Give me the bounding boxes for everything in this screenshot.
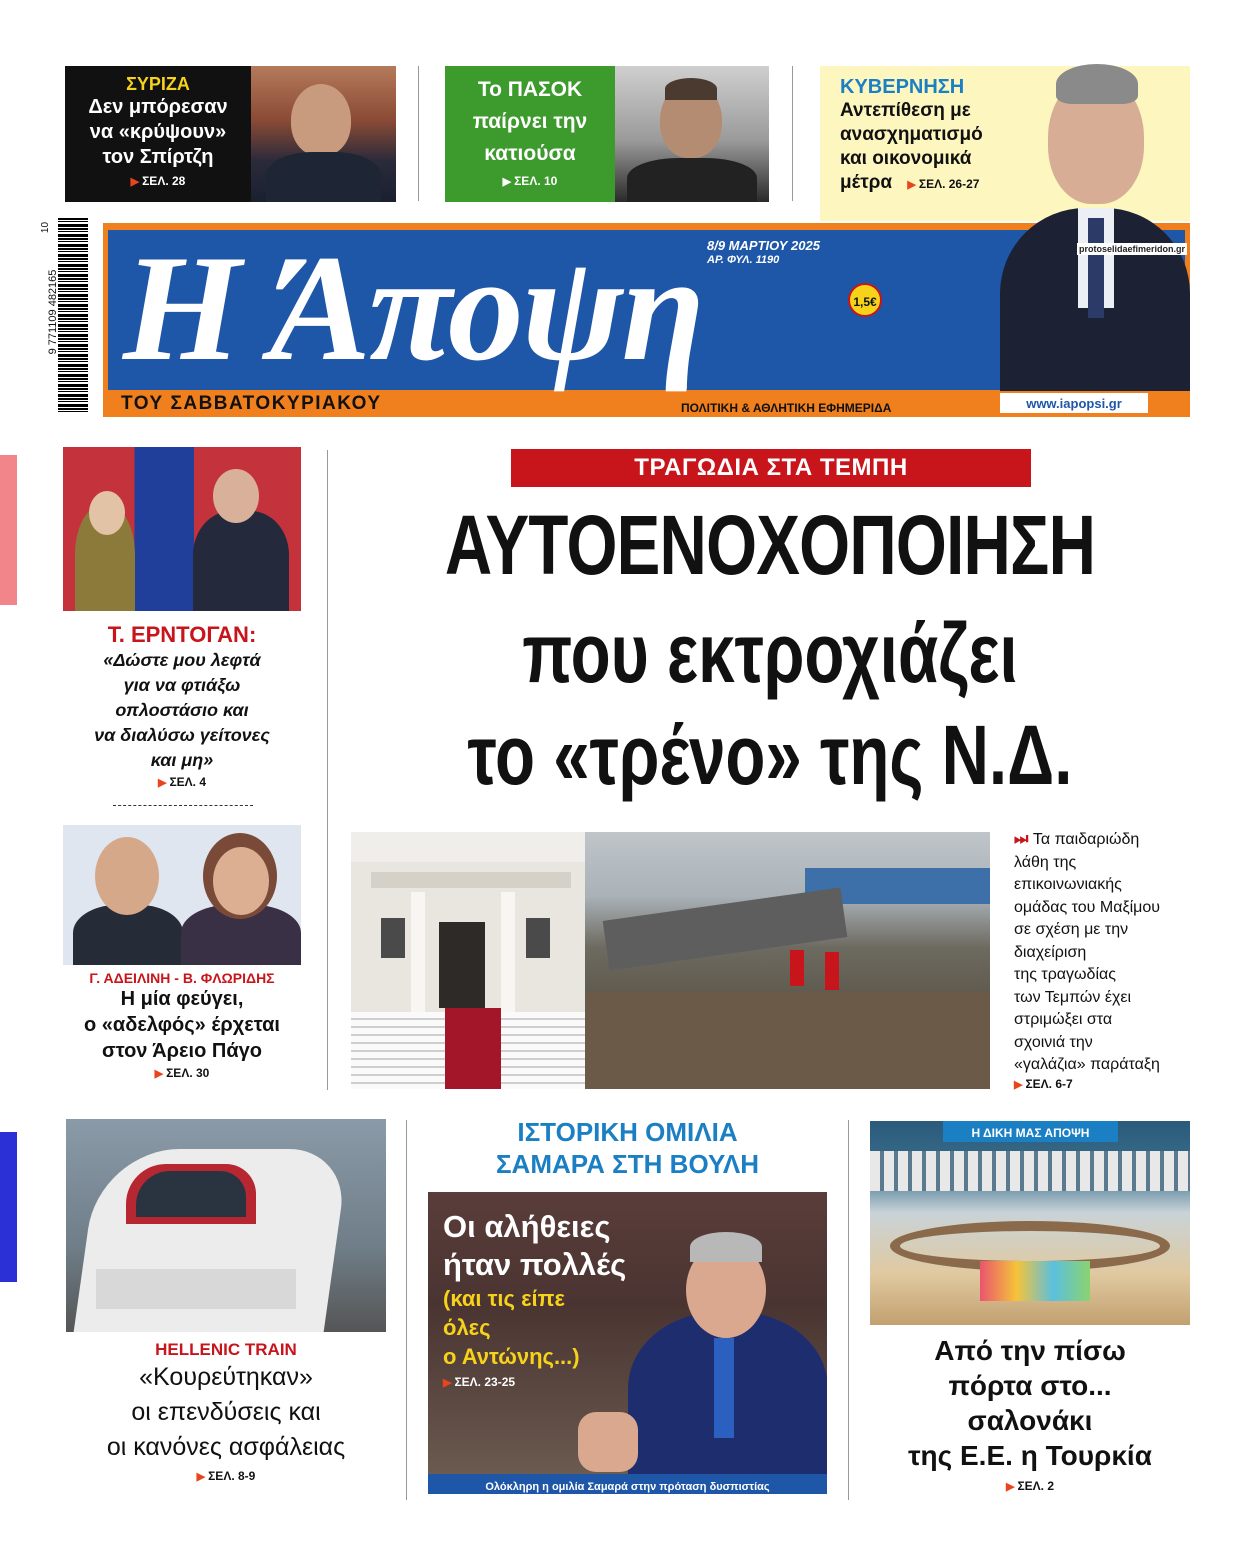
teaser-line: Δεν μπόρεσαν [88, 96, 228, 118]
main-side-text: ⏭ Τα παιδαριώδη λάθη της επικοινωνιακής ομάδας του Μαξίμου σε σχέση με την διαχείριση της τραγωδίας των Τεμπών έχει στριμώξει στα σχοινιά την «γαλάζια» παράταξη ▶ ΣΕΛ. 6-7 [1014, 829, 1190, 1091]
barcode-addon: 10 [40, 221, 52, 234]
teaser-line: και οικονομικά [840, 148, 972, 169]
headline-3: το «τρένο» της Ν.Δ. [467, 708, 1073, 802]
teaser-line: να «κρύψουν» [89, 121, 227, 143]
own-view-label: Η ΔΙΚΗ ΜΑΣ ΑΠΟΨΗ [971, 1126, 1090, 1140]
eu-council-photo [870, 1121, 1190, 1325]
samaras-sub: όλες [443, 1315, 491, 1340]
teaser-line: τον Σπίρτζη [102, 146, 214, 168]
judges-kicker: Γ. ΑΔΕΙΛΙΝΗ - Β. ΦΛΩΡΙΔΗΣ [89, 970, 275, 986]
headline-2: που εκτροχιάζει [522, 606, 1018, 700]
samaras-sub: ο Αντώνης...) [443, 1344, 580, 1369]
side-line: στριμώξει στα [1014, 1011, 1113, 1028]
side-line: ομάδας του Μαξίμου [1014, 898, 1161, 916]
page-ref: ΣΕΛ. 6-7 [1025, 1076, 1073, 1091]
own-view-label-bar [943, 1121, 1118, 1142]
website[interactable] [1000, 393, 1148, 413]
barcode [40, 218, 88, 413]
side-line: «γαλάζια» παράταξη [1014, 1056, 1160, 1073]
page-ref: ΣΕΛ. 2 [1017, 1479, 1055, 1493]
quote-line: «Δώστε μου λεφτά [103, 650, 261, 670]
train-line: οι κανόνες ασφάλειας [106, 1433, 346, 1461]
barcode-number: 9 771109 482165 [47, 269, 59, 355]
samaras-sub: (και τις είπε [443, 1286, 565, 1311]
adeilini-floridis-photo [63, 825, 301, 965]
teaser-line: ανασχηματισμό [840, 124, 983, 145]
teaser-line: μέτρα [840, 172, 893, 193]
train-kicker: HELLENIC TRAIN [155, 1340, 297, 1359]
page-ref: ΣΕΛ. 10 [514, 174, 558, 188]
quote-line: να διαλύσω γείτονες [94, 725, 270, 745]
samaras-kicker-2: ΣΑΜΑΡΑ ΣΤΗ ΒΟΥΛΗ [495, 1149, 760, 1179]
quote-line: οπλοστάσιο και [115, 700, 249, 720]
side-line: της τραγωδίας [1014, 966, 1116, 983]
turkey-line: Από την πίσω [934, 1335, 1126, 1366]
teaser-government[interactable]: ΚΥΒΕΡΝΗΣΗ Αντεπίθεση με ανασχηματισμό και οικονομικά μέτρα ▶ ΣΕΛ. 26-27 [820, 66, 1190, 221]
quote-line: και μη» [150, 750, 214, 770]
teaser-line: Το ΠΑΣΟΚ [477, 78, 583, 101]
side-line: διαχείριση [1014, 943, 1087, 961]
main-kicker: ΤΡΑΓΩΔΙΑ ΣΤΑ ΤΕΜΠΗ [634, 454, 908, 481]
teaser-pasok[interactable]: Το ΠΑΣΟΚ παίρνει την κατιούσα ▶ ΣΕΛ. 10 [445, 66, 769, 202]
website-link[interactable]: www.iapopsi.gr [1026, 396, 1122, 411]
judges-line: στον Άρειο Πάγο [102, 1040, 262, 1062]
side-line: ⏭ Τα παιδαριώδη [1014, 831, 1140, 848]
teaser-line: κατιούσα [484, 142, 576, 165]
turkey-line: σαλονάκι [967, 1405, 1093, 1436]
train-line: οι επενδύσεις και [131, 1398, 321, 1426]
side-line: σε σχέση με την [1014, 921, 1129, 938]
price-badge [848, 283, 882, 317]
train-line: «Κουρεύτηκαν» [139, 1363, 313, 1391]
erdogan-vonderleyen-photo [63, 447, 301, 611]
teaser-line: παίρνει την [472, 110, 588, 133]
side-line: λάθη της [1014, 853, 1077, 871]
turkey-line: πόρτα στο... [948, 1370, 1112, 1401]
tagline: ΠΟΛΙΤΙΚΗ & ΑΘΛΗΤΙΚΗ ΕΦΗΜΕΡΙΔΑ [681, 401, 892, 415]
page-ref: ΣΕΛ. 28 [142, 174, 186, 188]
main-kicker-bar [511, 449, 1031, 487]
page-ref: ΣΕΛ. 4 [169, 775, 207, 789]
teaser-kicker: ΚΥΒΕΡΝΗΣΗ [840, 76, 965, 98]
samaras-title-1: Οι αλήθειες [443, 1209, 611, 1244]
spirtzis-photo [251, 66, 396, 202]
page-ref: ΣΕΛ. 30 [166, 1066, 210, 1080]
watermark: protoselidaefimeridon.gr [1079, 244, 1186, 254]
androulakis-photo [615, 66, 769, 202]
tempi-crash-photo [585, 832, 990, 1089]
issue-number: ΑΡ. ΦΥΛ. 1190 [707, 254, 780, 266]
samaras-caption: Ολόκληρη η ομιλία Σαμαρά στην πρόταση δυσπιστίας [485, 1481, 770, 1493]
accent-bar-blue [0, 1132, 17, 1282]
erdogan-kicker: Τ. ΕΡΝΤΟΓΑΝ: [107, 622, 257, 647]
side-line: επικοινωνιακής [1014, 876, 1122, 893]
side-line: σχοινιά την [1014, 1033, 1093, 1051]
accent-bar-pink [0, 455, 17, 605]
mitsotakis-photo [990, 58, 1190, 391]
samaras-kicker-1: ΙΣΤΟΡΙΚΗ ΟΜΙΛΙΑ [517, 1117, 738, 1147]
headline-1: ΑΥΤΟΕΝΟΧΟΠΟΙΗΣΗ [444, 498, 1096, 592]
date: 8/9 ΜΑΡΤΙΟΥ 2025 [707, 238, 820, 253]
page-ref: ΣΕΛ. 23-25 [454, 1375, 516, 1389]
teaser-kicker: ΣΥΡΙΖΑ [126, 74, 190, 94]
page-ref: ΣΕΛ. 26-27 [918, 177, 980, 191]
masthead-title: Η Άποψη [123, 224, 703, 392]
samaras-title-2: ήταν πολλές [443, 1247, 627, 1282]
dashed-divider [113, 805, 253, 806]
page-ref: ΣΕΛ. 8-9 [208, 1469, 256, 1483]
samaras-caption-bar [428, 1474, 827, 1494]
price: 1,5€ [853, 295, 877, 309]
teaser-syriza[interactable]: ΣΥΡΙΖΑ Δεν μπόρεσαν να «κρύψουν» τον Σπίρτζη ▶ ΣΕΛ. 28 [65, 66, 396, 202]
maximos-mansion-photo [351, 832, 585, 1089]
judges-line: Η μία φεύγει, [120, 988, 244, 1010]
side-line: των Τεμπών έχει [1014, 988, 1132, 1006]
judges-line: ο «αδελφός» έρχεται [84, 1014, 280, 1036]
masthead-subtitle: ΤΟΥ ΣΑΒΒΑΤΟΚΥΡΙΑΚΟΥ [121, 393, 382, 414]
turkey-line: της Ε.Ε. η Τουρκία [908, 1440, 1152, 1471]
hellenic-train-photo [66, 1119, 386, 1332]
quote-line: για να φτιάξω [123, 675, 241, 695]
teaser-line: Αντεπίθεση με [840, 100, 971, 121]
